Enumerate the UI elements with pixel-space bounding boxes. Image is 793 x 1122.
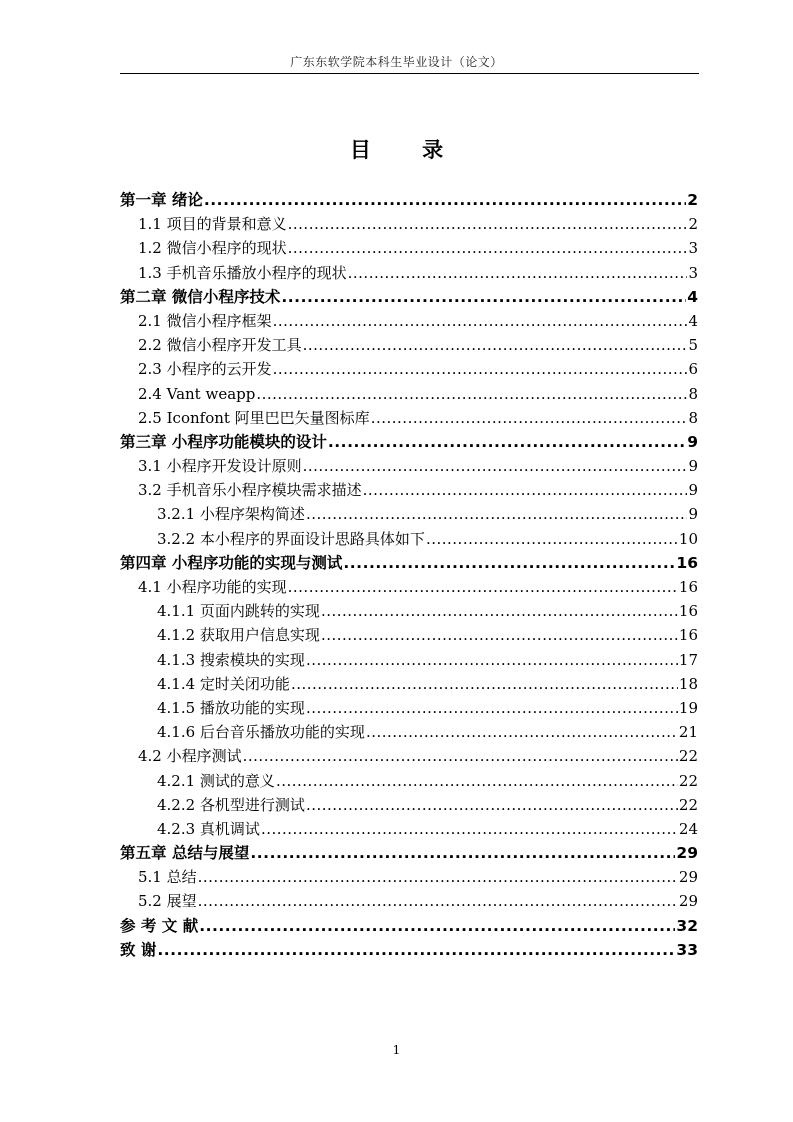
toc-entry[interactable] — [120, 261, 698, 285]
toc-leader-dots — [306, 648, 678, 672]
toc-entry[interactable] — [120, 914, 698, 938]
toc-entry[interactable] — [120, 236, 698, 260]
toc-entry-page: 8 — [688, 384, 698, 403]
toc-entry[interactable] — [120, 430, 698, 454]
toc-entry-page: 22 — [678, 771, 698, 790]
toc-leader-dots — [371, 406, 688, 430]
toc-entry-page: 29 — [676, 844, 698, 863]
toc-leader-dots — [306, 793, 678, 817]
toc-leader-dots — [303, 333, 688, 357]
toc-entry-page: 29 — [678, 892, 698, 911]
toc-entry-page: 9 — [687, 432, 698, 451]
toc-entry-label: 3.1 小程序开发设计原则 — [138, 457, 302, 476]
toc-entry-label: 4.2.2 各机型进行测试 — [157, 795, 305, 814]
toc-leader-dots — [366, 720, 678, 744]
toc-entry-page: 6 — [688, 360, 698, 379]
toc-entry[interactable] — [120, 865, 698, 889]
toc-leader-dots — [303, 454, 688, 478]
toc-entry-label: 2.2 微信小程序开发工具 — [138, 336, 302, 355]
toc-entry-label: 3.2 手机音乐小程序模块需求描述 — [138, 481, 362, 500]
toc-entry[interactable] — [120, 696, 698, 720]
toc-entry-label: 3.2.1 小程序架构简述 — [157, 505, 305, 524]
toc-entry-label: 2.4 Vant weapp — [138, 384, 256, 403]
toc-entry-page: 2 — [688, 215, 698, 234]
toc-leader-dots — [243, 744, 678, 768]
toc-entry[interactable] — [120, 551, 698, 575]
toc-entry-label: 2.3 小程序的云开发 — [138, 360, 272, 379]
toc-entry[interactable] — [120, 575, 698, 599]
toc-entry-page: 33 — [676, 940, 698, 959]
toc-entry-label: 2.1 微信小程序框架 — [138, 311, 272, 330]
toc-entry-page: 16 — [678, 602, 698, 621]
toc-entry[interactable] — [120, 285, 698, 309]
toc-entry-label: 1.3 手机音乐播放小程序的现状 — [138, 263, 347, 282]
toc-entry-page: 17 — [678, 650, 698, 669]
toc-leader-dots — [288, 575, 678, 599]
toc-entry-page: 3 — [688, 263, 698, 282]
toc-leader-dots — [348, 261, 688, 285]
toc-leader-dots — [288, 212, 688, 236]
toc-entry[interactable] — [120, 744, 698, 768]
toc-entry-page: 32 — [676, 916, 698, 935]
toc-entry[interactable] — [120, 333, 698, 357]
toc-entry-label: 1.1 项目的背景和意义 — [138, 215, 287, 234]
toc-entry-page: 9 — [688, 481, 698, 500]
toc-leader-dots — [273, 357, 688, 381]
toc-entry[interactable] — [120, 309, 698, 333]
toc-leader-dots — [306, 696, 678, 720]
toc-entry-page: 9 — [688, 457, 698, 476]
toc-entry-label: 4.1.4 定时关闭功能 — [157, 674, 290, 693]
page-header: 广东东软学院本科生毕业设计（论文） — [290, 55, 503, 69]
toc-entry[interactable] — [120, 478, 698, 502]
toc-entry-label: 致 谢 — [120, 940, 157, 959]
toc-entry[interactable] — [120, 841, 698, 865]
toc-leader-dots — [261, 817, 678, 841]
toc-leader-dots — [321, 599, 678, 623]
toc-entry-label: 第四章 小程序功能的实现与测试 — [120, 553, 343, 572]
toc-entry-label: 1.2 微信小程序的现状 — [138, 239, 287, 258]
toc-leader-dots — [291, 672, 678, 696]
toc-leader-dots — [306, 502, 688, 526]
toc-entry-label: 第五章 总结与展望 — [120, 844, 250, 863]
toc-entry[interactable] — [120, 938, 698, 962]
toc-entry[interactable] — [120, 623, 698, 647]
toc-entry-page: 5 — [688, 336, 698, 355]
toc-entry[interactable] — [120, 889, 698, 913]
table-of-contents — [120, 188, 698, 962]
toc-entry-page: 4 — [688, 311, 698, 330]
toc-entry-page: 2 — [687, 191, 698, 209]
toc-leader-dots — [250, 841, 675, 865]
toc-entry-page: 22 — [678, 795, 698, 814]
toc-entry[interactable] — [120, 648, 698, 672]
toc-leader-dots — [198, 865, 678, 889]
toc-leader-dots — [321, 623, 678, 647]
toc-entry-page: 3 — [688, 239, 698, 258]
toc-entry-label: 2.5 Iconfont 阿里巴巴矢量图标库 — [138, 408, 370, 427]
toc-entry[interactable] — [120, 599, 698, 623]
toc-entry-label: 4.2.3 真机调试 — [157, 819, 260, 838]
toc-leader-dots — [256, 382, 687, 406]
toc-leader-dots — [157, 938, 675, 962]
toc-entry-label: 5.1 总结 — [138, 868, 197, 887]
toc-entry-page: 29 — [678, 868, 698, 887]
toc-entry-label: 4.1.6 后台音乐播放功能的实现 — [157, 723, 365, 742]
toc-entry[interactable] — [120, 720, 698, 744]
toc-entry-label: 4.1.2 获取用户信息实现 — [157, 626, 320, 645]
toc-entry[interactable] — [120, 502, 698, 526]
toc-entry-label: 4.2.1 测试的意义 — [157, 771, 275, 790]
toc-entry-page: 21 — [678, 723, 698, 742]
toc-entry-page: 24 — [678, 819, 698, 838]
toc-entry-page: 22 — [678, 747, 698, 766]
toc-entry-page: 4 — [687, 287, 698, 306]
toc-entry-page: 16 — [678, 626, 698, 645]
toc-leader-dots — [288, 236, 688, 260]
toc-leader-dots — [281, 285, 686, 309]
toc-entry-label: 4.1 小程序功能的实现 — [138, 578, 287, 596]
toc-leader-dots — [273, 309, 688, 333]
toc-entry-label: 5.2 展望 — [138, 892, 197, 911]
toc-entry[interactable] — [120, 817, 698, 841]
toc-entry-label: 第三章 小程序功能模块的设计 — [120, 432, 327, 451]
toc-entry[interactable] — [120, 527, 698, 551]
toc-leader-dots — [343, 551, 675, 575]
toc-entry-label: 4.1.5 播放功能的实现 — [157, 698, 305, 717]
toc-leader-dots — [276, 769, 678, 793]
page-number: 1 — [392, 1043, 401, 1057]
toc-entry-label: 4.1.3 搜索模块的实现 — [157, 650, 305, 669]
toc-entry[interactable] — [120, 357, 698, 381]
toc-entry-page: 8 — [688, 408, 698, 427]
toc-entry-page: 9 — [688, 505, 698, 524]
toc-entry-page: 16 — [678, 578, 698, 596]
toc-entry[interactable] — [120, 793, 698, 817]
header-rule — [120, 73, 699, 74]
toc-entry[interactable] — [120, 406, 698, 430]
toc-entry-page: 19 — [678, 698, 698, 717]
toc-leader-dots — [426, 527, 678, 551]
toc-entry-label: 3.2.2 本小程序的界面设计思路具体如下 — [157, 529, 425, 548]
toc-entry-label: 4.2 小程序测试 — [138, 747, 242, 766]
toc-title: 目 录 — [349, 138, 466, 162]
toc-entry-label: 第一章 绪论 — [120, 191, 203, 209]
toc-entry-label: 参 考 文 献 — [120, 916, 199, 935]
toc-entry[interactable] — [120, 454, 698, 478]
toc-entry-page: 18 — [678, 674, 698, 693]
toc-entry-label: 4.1.1 页面内跳转的实现 — [157, 602, 320, 621]
toc-entry[interactable] — [120, 672, 698, 696]
toc-leader-dots — [199, 914, 675, 938]
toc-entry[interactable] — [120, 382, 698, 406]
toc-entry-label: 第二章 微信小程序技术 — [120, 287, 281, 306]
toc-entry-page: 16 — [676, 553, 698, 572]
toc-leader-dots — [363, 478, 688, 502]
toc-leader-dots — [204, 188, 686, 212]
toc-entry-page: 10 — [678, 529, 698, 548]
toc-entry[interactable] — [120, 769, 698, 793]
toc-entry[interactable] — [120, 188, 698, 212]
toc-leader-dots — [198, 889, 678, 913]
toc-entry[interactable] — [120, 212, 698, 236]
toc-leader-dots — [328, 430, 686, 454]
